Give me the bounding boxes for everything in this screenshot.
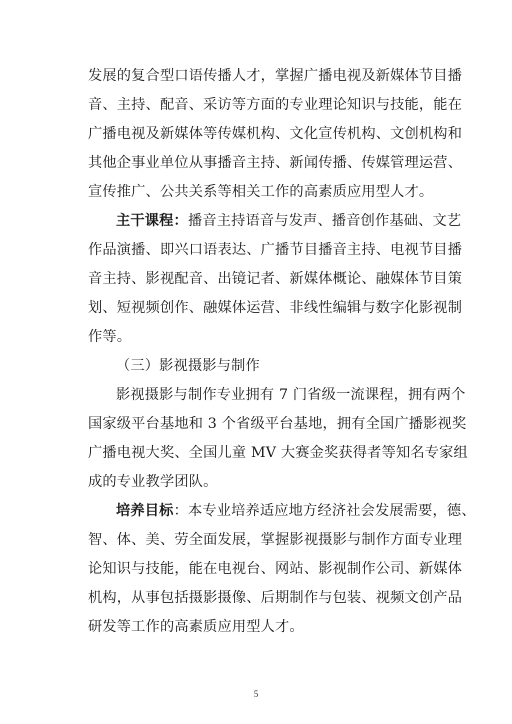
paragraph-3-line-4: 成的专业教学团队。 xyxy=(88,474,218,490)
paragraph-4-line-1 xyxy=(116,501,476,521)
paragraph-1-line-5: 宣传推广、公共关系等相关工作的高素质应用型人才。 xyxy=(88,184,434,200)
paragraph-4-line-3: 论知识与技能，能在电视台、网站、影视制作公司、新媒体 xyxy=(88,561,463,577)
main-courses-label: 主干课程： xyxy=(116,213,188,229)
paragraph-4-line-5: 研发等工作的高素质应用型人才。 xyxy=(88,619,304,635)
paragraph-3-line-1: 影视摄影与制作专业拥有 7 门省级一流课程，拥有两个 xyxy=(116,387,466,403)
training-objective-label: 培养目标 xyxy=(116,503,174,519)
main-courses-text: 播音主持语音与发声、播音创作基础、文艺 xyxy=(187,213,462,229)
paragraph-2-line-2: 作品演播、即兴口语表达、广播节目播音主持、电视节目播 xyxy=(88,242,463,258)
paragraph-4-line-4: 机构，从事包括摄影摄像、后期制作与包装、视频文创产品 xyxy=(88,590,463,606)
section-heading: （三）影视摄影与制作 xyxy=(116,358,260,374)
paragraph-3-line-3: 广播电视大奖、全国儿童 MV 大赛金奖获得者等知名专家组 xyxy=(88,445,468,461)
paragraph-3-line-2: 国家级平台基地和 3 个省级平台基地，拥有全国广播影视奖 xyxy=(88,416,467,432)
paragraph-2-line-1 xyxy=(116,211,462,231)
training-objective-text: ：本专业培养适应地方经济社会发展需要，德、 xyxy=(173,503,476,519)
paragraph-2-line-3: 音主持、影视配音、出镜记者、新媒体概论、融媒体节目策 xyxy=(88,271,463,287)
paragraph-2-line-5: 作等。 xyxy=(88,329,132,345)
paragraph-4-line-2: 智、体、美、劳全面发展，掌握影视摄影与制作方面专业理 xyxy=(88,532,463,548)
paragraph-1-line-2: 音、主持、配音、采访等方面的专业理论知识与技能，能在 xyxy=(88,97,463,113)
paragraph-1-line-1: 发展的复合型口语传播人才，掌握广播电视及新媒体节目播 xyxy=(88,68,463,84)
paragraph-1-line-4: 其他企事业单位从事播音主持、新闻传播、传媒管理运营、 xyxy=(88,155,463,171)
paragraph-2-line-4: 划、短视频创作、融媒体运营、非线性编辑与数字化影视制 xyxy=(88,300,463,316)
paragraph-1-line-3: 广播电视及新媒体等传媒机构、文化宣传机构、文创机构和 xyxy=(88,126,463,142)
page-number: 5 xyxy=(253,689,259,699)
